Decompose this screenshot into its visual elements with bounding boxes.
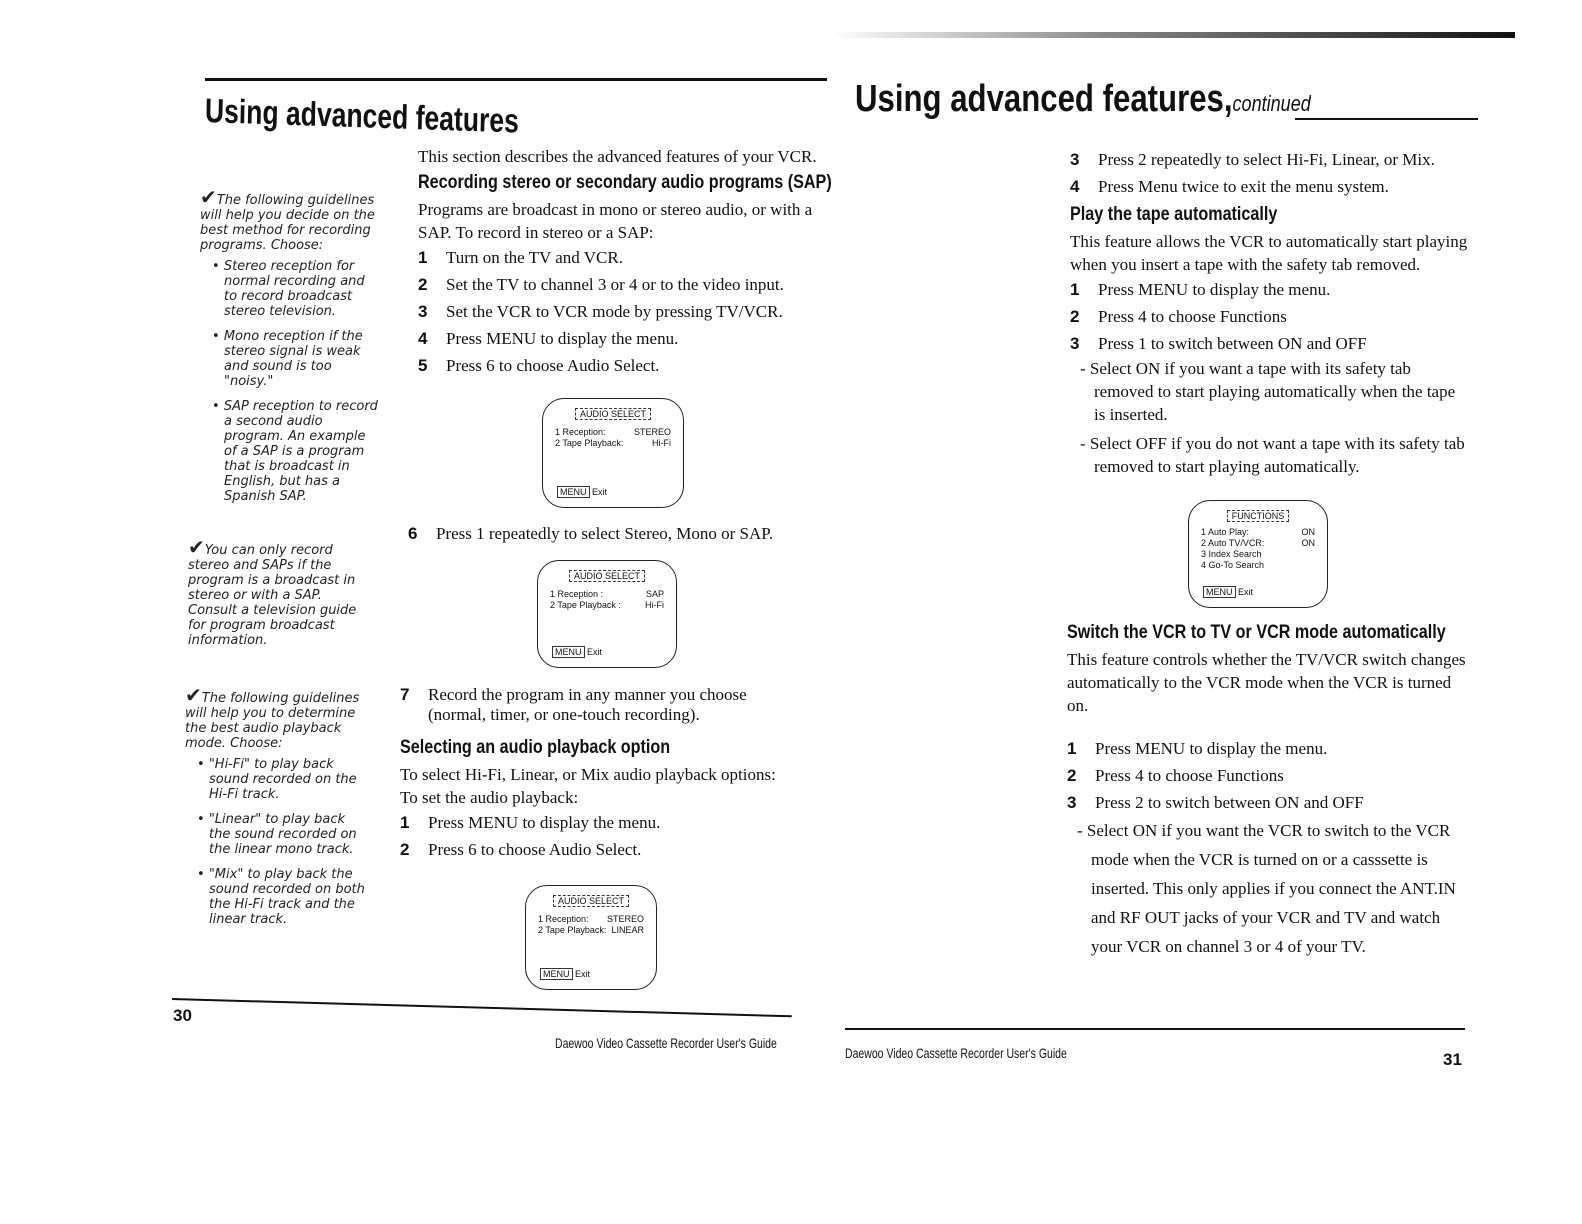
step: 5 Press 6 to choose Audio Select. [418, 356, 660, 375]
osd-label: 2 Tape Playback: [555, 438, 624, 448]
note-recording [200, 185, 380, 514]
osd-label: 1 Reception: [538, 914, 589, 924]
osd-label: 1 Auto Play: [1201, 527, 1250, 537]
osd-value: STEREO [633, 427, 671, 437]
step: 2 Press 4 to choose Functions [1067, 766, 1284, 785]
osd-value: SAP [645, 589, 664, 599]
osd-exit: Exit [575, 969, 591, 979]
step-7: 7 Record the program in any manner you choose (normal, timer, or one-touch recording). [400, 685, 747, 724]
osd-menu-key: MENU [552, 646, 585, 658]
checkmark-icon: ✔ [188, 535, 205, 559]
osd-audio-select-stereo [542, 398, 684, 508]
footer-rule [172, 998, 792, 1017]
section-text: To set the audio playback: [400, 788, 579, 807]
section-heading-playback: Selecting an audio playback option [400, 737, 671, 758]
note-item: • "Linear" to play back the sound recorded on the linear mono track. [197, 812, 365, 857]
osd-value: ON [1301, 538, 1315, 548]
step-6: 6 Press 1 repeatedly to select Stereo, Mono or SAP. [408, 524, 774, 543]
note-item: • SAP reception to record a second audio program. An example of a SAP is a program that is broadcast in English, but has a Spanish SAP. [212, 399, 380, 504]
left-main-column [418, 145, 832, 379]
section-heading-tvvcr: Switch the VCR to TV or VCR mode automatically [1067, 622, 1446, 643]
note-item: • "Mix" to play back the sound recorded on both the Hi-Fi track and the linear track. [197, 867, 365, 927]
step: 4 Press Menu twice to exit the menu system. [1070, 177, 1389, 196]
note-item: • Stereo reception for normal recording and to record broadcast stereo television. [212, 259, 380, 319]
note-playback [185, 683, 365, 937]
osd-functions [1188, 500, 1328, 608]
note-stereo-sap [188, 535, 363, 648]
sub-item: - Select ON if you want the VCR to switch to the VCR mode when the VCR is turned on or a casssette is inserted. This only applies if you connect the ANT.IN and RF OUT jacks of your VCR and TV and watch your VCR on channel 3 or 4 of your TV. [1077, 821, 1456, 956]
osd-menu-key: MENU [557, 486, 590, 498]
osd-value: Hi-Fi [645, 600, 664, 610]
osd-menu-key: MENU [1203, 586, 1236, 598]
osd-exit: Exit [587, 647, 603, 657]
checkmark-icon: ✔ [185, 683, 202, 707]
step: 3 Press 1 to switch between ON and OFF [1070, 334, 1367, 353]
osd-value: ON [1301, 527, 1315, 537]
title-rule [205, 78, 827, 81]
page-number: 31 [1443, 1050, 1462, 1069]
right-lower-column [1067, 618, 1467, 961]
note-text: The following guidelines will help you to determine the best audio playback mode. Choose: [185, 691, 360, 751]
step: 3 Press 2 to switch between ON and OFF [1067, 793, 1364, 812]
osd-menu-key: MENU [540, 968, 573, 980]
osd-audio-select-linear [525, 885, 657, 990]
osd-value: LINEAR [611, 925, 644, 935]
section-text: To select Hi-Fi, Linear, or Mix audio playback options: [400, 765, 776, 784]
section-heading-autoplay: Play the tape automatically [1070, 204, 1278, 225]
step: 2 Press 6 to choose Audio Select. [400, 840, 642, 859]
osd-label: 1 Reception : [550, 589, 604, 599]
title-continued: continued [1232, 91, 1311, 116]
step: 4 Press MENU to display the menu. [418, 329, 679, 348]
step: 1 Press MENU to display the menu. [400, 813, 661, 832]
section-text: Programs are broadcast in mono or stereo audio, or with a SAP. To record in stereo or a SAP: [418, 200, 813, 242]
checkmark-icon: ✔ [200, 185, 217, 209]
intro: This section describes the advanced features of your VCR. [418, 147, 817, 166]
step: 3 Set the VCR to VCR mode by pressing TV/VCR. [418, 302, 783, 321]
note-item: • "Hi-Fi" to play back sound recorded on the Hi-Fi track. [197, 757, 365, 802]
osd-label: 2 Tape Playback : [550, 600, 621, 610]
osd-title: AUDIO SELECT [569, 570, 645, 582]
note-text: The following guidelines will help you decide on the best method for recording programs. Choose: [200, 193, 375, 253]
step: 2 Press 4 to choose Functions [1070, 307, 1287, 326]
footer-rule [845, 1028, 1465, 1030]
osd-exit: Exit [1238, 587, 1254, 597]
step: 1 Press MENU to display the menu. [1070, 280, 1331, 299]
page-title: Using advanced features [204, 92, 520, 141]
right-column [1070, 146, 1470, 478]
osd-label: 2 Tape Playback: [538, 925, 607, 935]
step: 1 Press MENU to display the menu. [1067, 739, 1328, 758]
section-text: This feature controls whether the TV/VCR switch changes automatically to the VCR mode when the VCR is turned on. [1067, 650, 1466, 715]
footer-text: Daewoo Video Cassette Recorder User's Guide [555, 1035, 777, 1051]
osd-label: 3 Index Search [1201, 549, 1262, 559]
osd-value: Hi-Fi [652, 438, 671, 448]
section-heading-sap: Recording stereo or secondary audio programs (SAP) [418, 172, 832, 193]
note-text: You can only record stereo and SAPs if the program is a broadcast in stereo or with a SAP. Consult a television guide for program broadcast information. [188, 543, 357, 648]
page-title [855, 78, 1311, 121]
osd-title: FUNCTIONS [1227, 510, 1290, 522]
section-text: This feature allows the VCR to automatically start playing when you insert a tape with the safety tab removed. [1070, 232, 1468, 274]
sub-item: - Select ON if you want a tape with its safety tab removed to start playing automatically when the tape is inserted. [1080, 359, 1456, 424]
step: 1 Turn on the TV and VCR. [418, 248, 623, 267]
step: 3 Press 2 repeatedly to select Hi-Fi, Linear, or Mix. [1070, 150, 1435, 169]
osd-label: 2 Auto TV/VCR: [1201, 538, 1265, 548]
page-number: 30 [173, 1006, 192, 1025]
top-scan-rule [830, 32, 1515, 38]
osd-title: AUDIO SELECT [553, 895, 629, 907]
note-item: • Mono reception if the stereo signal is weak and sound is too "noisy." [212, 329, 380, 389]
footer-text: Daewoo Video Cassette Recorder User's Guide [845, 1045, 1067, 1061]
title-text: Using advanced features, [855, 78, 1233, 120]
osd-exit: Exit [592, 487, 608, 497]
step: 2 Set the TV to channel 3 or 4 or to the video input. [418, 275, 784, 294]
osd-label: 1 Reception: [555, 427, 606, 437]
osd-audio-select-sap [537, 560, 677, 668]
osd-value: STEREO [606, 914, 644, 924]
osd-label: 4 Go-To Search [1201, 560, 1265, 570]
sub-item: - Select OFF if you do not want a tape with its safety tab removed to start playing automatically. [1080, 434, 1465, 476]
title-rule [1295, 118, 1478, 120]
left-lower-column [400, 685, 800, 863]
osd-title: AUDIO SELECT [575, 408, 651, 420]
